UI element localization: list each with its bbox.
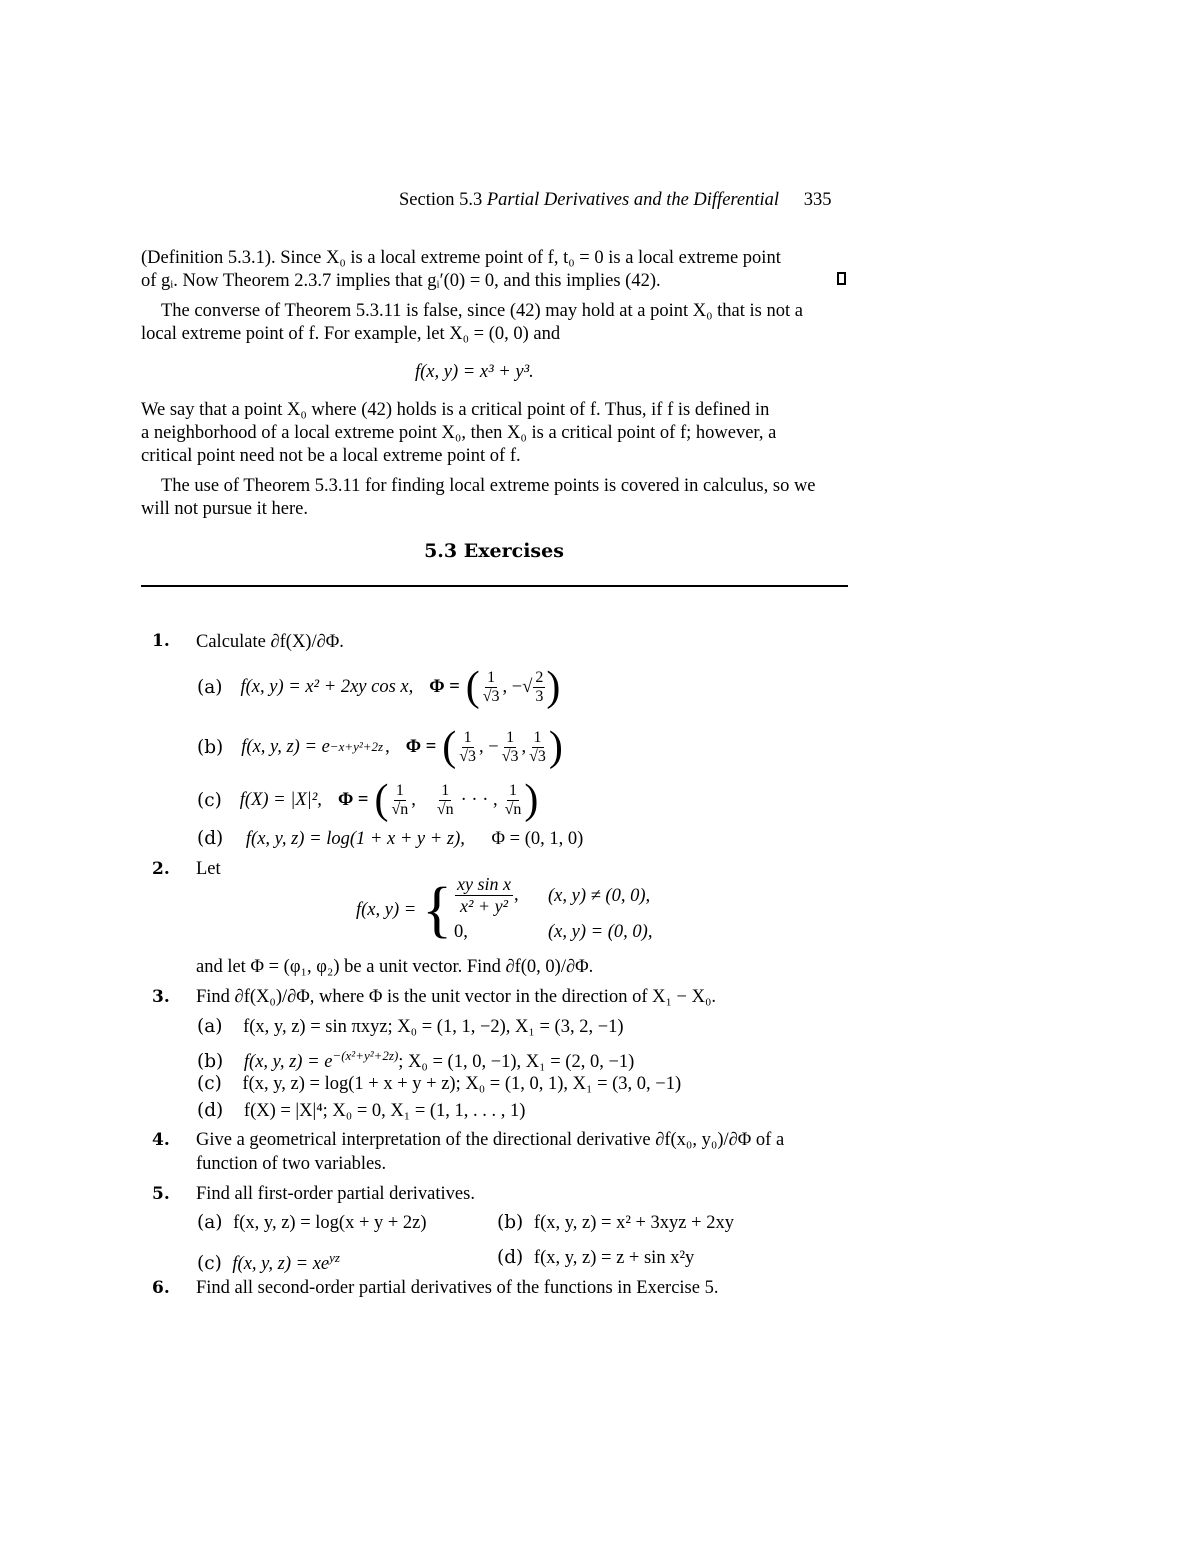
exercise-3b-label: (b) — [197, 1051, 224, 1073]
paragraph-4-line-2: will not pursue it here. — [141, 499, 308, 519]
exercise-3b — [197, 1044, 634, 1074]
exercise-6-number: 6. — [152, 1278, 170, 1298]
exercise-5c — [197, 1246, 340, 1276]
exercise-1d-phi: Φ = (0, 1, 0) — [491, 829, 584, 849]
exercise-3d — [197, 1099, 525, 1123]
exercise-5a-text: f(x, y, z) = log(x + y + 2z) — [233, 1213, 427, 1233]
exercise-1b-function: f(x, y, z) = e — [241, 736, 330, 757]
exercise-1a-function: f(x, y) = x² + 2xy cos x, — [240, 676, 414, 697]
exercise-2-lhs: f(x, y) = — [356, 899, 417, 920]
exercise-1d-function: f(x, y, z) = log(1 + x + y + z), — [245, 829, 465, 849]
exercise-1b-phi: Φ = — [405, 736, 437, 757]
exercise-5d — [497, 1246, 694, 1270]
comma: , — [514, 885, 519, 905]
exercise-1c-function: f(X) = |X|², — [239, 789, 322, 810]
exercise-2-piecewise — [356, 874, 682, 946]
paragraph-1-line-1: (Definition 5.3.1). Since X₀ is a local extreme point of f, t₀ = 0 is a local extreme point — [141, 248, 781, 268]
fraction-denominator: √n — [391, 800, 409, 818]
fraction-numerator: 1 — [487, 668, 496, 686]
page-number: 335 — [803, 190, 832, 210]
left-paren-icon: ( — [374, 777, 389, 823]
exercise-3c-label: (c) — [197, 1073, 222, 1094]
exercise-5a — [197, 1211, 427, 1235]
exercise-3-number: 3. — [152, 987, 170, 1007]
cases — [452, 874, 682, 946]
exercises-heading: 5.3 Exercises — [424, 540, 564, 562]
exercise-1d — [197, 827, 583, 851]
exercise-1a-phi: Φ = — [429, 676, 460, 697]
exercise-3-text: Find ∂f(X₀)/∂Φ, where Φ is the unit vector in the direction of X₁ − X₀. — [196, 987, 717, 1007]
case-1-condition: (x, y) ≠ (0, 0), — [548, 886, 651, 906]
exercise-5c-exponent: yz — [329, 1250, 340, 1265]
fraction — [457, 729, 478, 766]
fraction-denominator: √3 — [459, 747, 477, 765]
exercise-5c-function: f(x, y, z) = xe — [232, 1254, 330, 1275]
exercise-6-text: Find all second-order partial derivatives of the functions in Exercise 5. — [196, 1278, 719, 1298]
exercise-4-number: 4. — [152, 1130, 170, 1150]
fraction-numerator: 1 — [506, 728, 515, 746]
paragraph-4-line-1: The use of Theorem 5.3.11 for finding local extreme points is covered in calculus, so we — [161, 476, 816, 496]
exercise-3d-text: f(X) = |X|⁴; X₀ = 0, X₁ = (1, 1, . . . , 1) — [243, 1101, 526, 1121]
paragraph-2-line-2: local extreme point of f. For example, let X₀ = (0, 0) and — [141, 324, 561, 344]
fraction-numerator: 1 — [533, 728, 542, 746]
comma: , — [385, 736, 390, 757]
fraction-denominator: √3 — [482, 687, 500, 705]
fraction-denominator: √3 — [529, 747, 546, 765]
exercise-3a-label: (a) — [197, 1016, 223, 1037]
exercise-1b-label: (b) — [197, 736, 224, 758]
left-paren-icon: ( — [442, 724, 457, 770]
exercise-1c-phi: Φ = — [337, 789, 369, 810]
paragraph-3-line-3: critical point need not be a local extreme point of f. — [141, 446, 521, 466]
fraction-denominator: 3 — [535, 687, 544, 705]
exercise-3d-label: (d) — [197, 1100, 224, 1121]
ellipsis: · · · , — [460, 789, 498, 810]
exercise-3c-text: f(x, y, z) = log(1 + x + y + z); X₀ = (1, 0, 1), X₁ = (3, 0, −1) — [242, 1074, 682, 1094]
left-brace-icon: { — [422, 876, 453, 944]
exercise-2-after: and let Φ = (φ₁, φ₂) be a unit vector. Find ∂f(0, 0)/∂Φ. — [196, 957, 594, 977]
exercise-5b-text: f(x, y, z) = x² + 3xyz + 2xy — [533, 1213, 734, 1233]
exercise-1d-label: (d) — [197, 828, 224, 849]
fraction-numerator: 1 — [509, 781, 518, 799]
paragraph-1-line-2: of gᵢ. Now Theorem 2.3.7 implies that gᵢ′(0) = 0, and this implies (42). — [141, 271, 661, 291]
exercise-3b-exponent: −(x²+y²+2z) — [332, 1048, 399, 1063]
right-paren-icon: ) — [548, 724, 563, 770]
separator: , −√ — [502, 676, 533, 697]
fraction-denominator: √n — [504, 800, 522, 818]
exercise-1-text: Calculate ∂f(X)/∂Φ. — [196, 632, 344, 652]
fraction-numerator: 1 — [441, 781, 450, 799]
exercise-4-line-1: Give a geometrical interpretation of the directional derivative ∂f(x₀, y₀)/∂Φ of a — [196, 1130, 785, 1150]
exercise-1b-exponent: −x+y²+2z — [329, 739, 384, 754]
separator: , — [411, 789, 416, 810]
exercise-3a-text: f(x, y, z) = sin πxyz; X₀ = (1, 1, −2), X₁ = (3, 2, −1) — [243, 1017, 624, 1037]
exercise-3c — [197, 1072, 681, 1096]
case-1-value — [454, 874, 519, 917]
exercise-1a-label: (a) — [197, 676, 223, 698]
paragraph-2-line-1: The converse of Theorem 5.3.11 is false, since (42) may hold at a point X₀ that is not a — [161, 301, 803, 321]
fraction-numerator: 1 — [395, 781, 404, 799]
header-title: Partial Derivatives and the Differential — [486, 190, 780, 210]
fraction — [503, 782, 524, 819]
qed-box-icon — [837, 272, 846, 285]
left-paren-icon: ( — [465, 664, 480, 710]
exercise-5b — [497, 1211, 734, 1235]
fraction-numerator: 1 — [463, 728, 472, 746]
case-2-condition: (x, y) = (0, 0), — [548, 922, 653, 942]
exercise-1-number: 1. — [152, 631, 170, 651]
paragraph-3-line-1: We say that a point X₀ where (42) holds is a critical point of f. Thus, if f is defined in — [141, 400, 770, 420]
case-2-value: 0, — [454, 922, 468, 942]
right-paren-icon: ) — [524, 777, 539, 823]
equation-cubic: f(x, y) = x³ + y³. — [415, 362, 534, 382]
separator: , − — [479, 736, 499, 757]
exercise-5c-label: (c) — [197, 1253, 222, 1275]
running-header — [399, 190, 831, 211]
separator: , — [521, 736, 527, 757]
fraction-numerator: 2 — [535, 668, 544, 686]
fraction — [389, 782, 410, 819]
exercise-5d-label: (d) — [497, 1247, 524, 1268]
exercise-5d-text: f(x, y, z) = z + sin x²y — [533, 1248, 695, 1268]
exercise-3b-rest: ; X₀ = (1, 0, −1), X₁ = (2, 0, −1) — [398, 1052, 635, 1073]
fraction — [481, 669, 502, 706]
fraction-denominator: √n — [436, 800, 454, 818]
exercise-5-text: Find all first-order partial derivatives. — [196, 1184, 475, 1204]
exercise-1c — [197, 775, 538, 825]
fraction-numerator: xy sin x — [457, 874, 511, 894]
exercise-4-line-2: function of two variables. — [196, 1154, 387, 1174]
right-paren-icon: ) — [546, 664, 561, 710]
exercise-2-text: Let — [196, 859, 221, 879]
exercise-5-number: 5. — [152, 1184, 170, 1204]
fraction — [455, 874, 513, 917]
fraction — [527, 729, 548, 766]
fraction — [500, 729, 521, 766]
paragraph-3-line-2: a neighborhood of a local extreme point X₀, then X₀ is a critical point of f; however, a — [141, 423, 777, 443]
fraction-denominator: x² + y² — [460, 896, 508, 916]
exercise-1b — [197, 722, 563, 772]
exercise-2-number: 2. — [152, 859, 170, 879]
header-section: Section 5.3 — [399, 190, 483, 210]
exercise-3a — [197, 1015, 624, 1039]
heading-rule — [141, 585, 848, 587]
exercise-1a — [197, 662, 560, 712]
exercise-5b-label: (b) — [497, 1212, 524, 1233]
fraction — [435, 782, 456, 819]
fraction — [533, 669, 545, 706]
exercise-1c-label: (c) — [197, 789, 222, 811]
fraction-denominator: √3 — [501, 747, 519, 765]
exercise-3b-function: f(x, y, z) = e — [243, 1052, 333, 1073]
exercise-5a-label: (a) — [197, 1212, 223, 1233]
